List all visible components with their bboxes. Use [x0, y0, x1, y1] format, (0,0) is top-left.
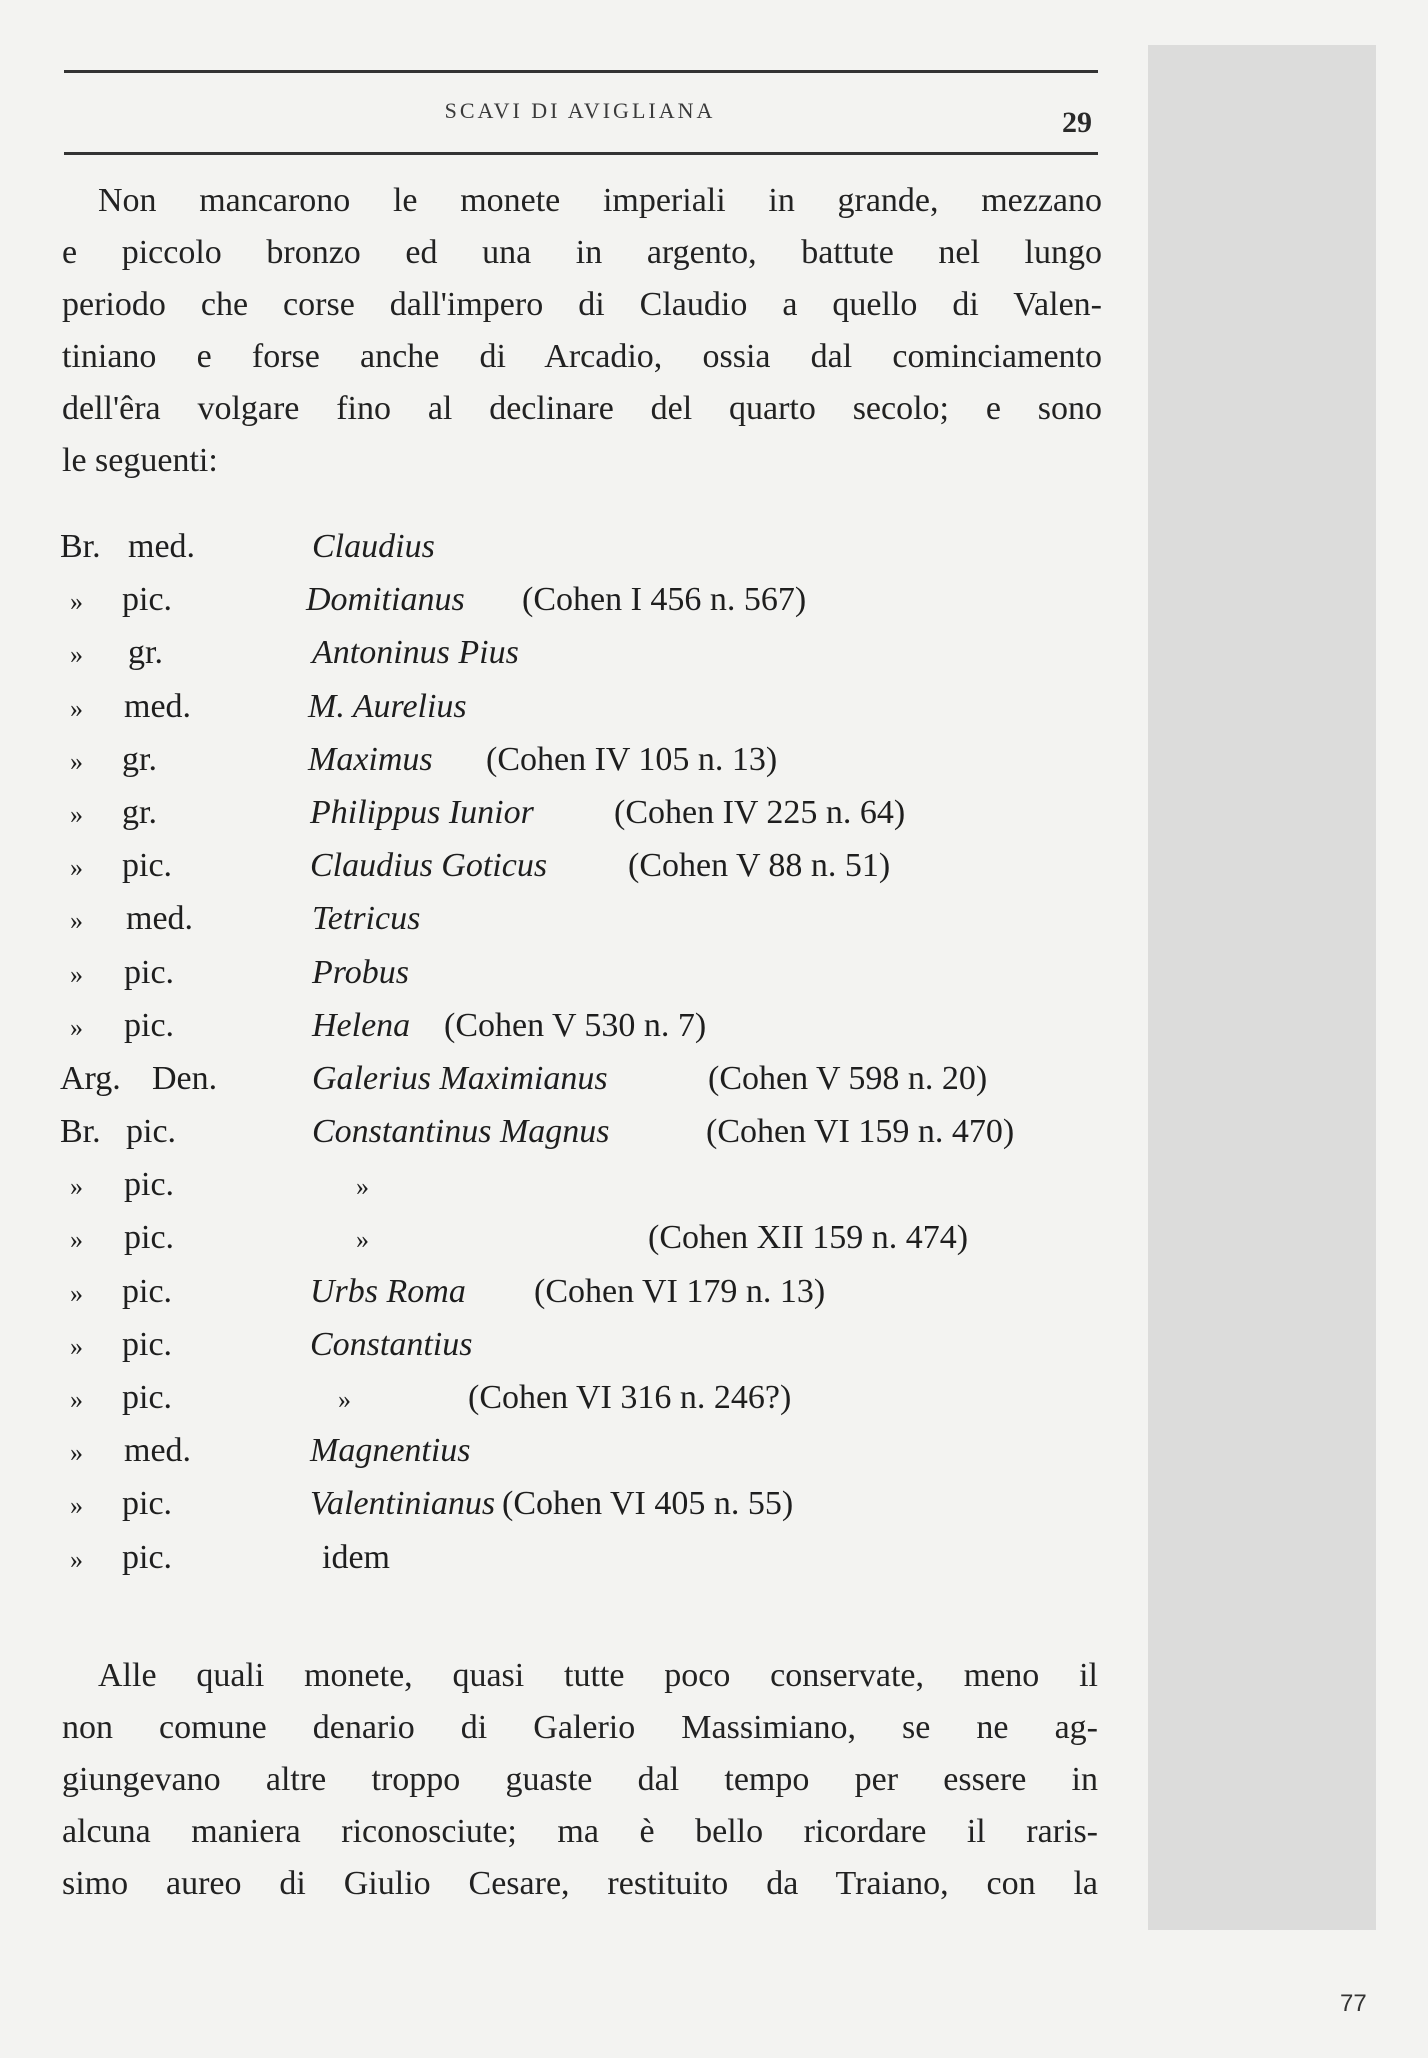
- coin-denomination: pic.: [122, 1272, 173, 1310]
- coin-row: [60, 1269, 1120, 1322]
- coin-row: [60, 1428, 1120, 1481]
- running-title: SCAVI DI AVIGLIANA: [444, 98, 716, 123]
- coin-denomination: gr.: [128, 634, 163, 672]
- coin-emperor: Philippus Iunior: [310, 793, 534, 831]
- coin-reference: (Cohen XII 159 n. 474): [648, 1219, 969, 1257]
- text-line: tiniano e forse anche di Arcadio, ossia dal cominciamento: [62, 338, 1102, 375]
- text-line: alcuna maniera riconosciute; ma è bello ricordare il raris-: [62, 1813, 1098, 1850]
- ditto-mark: »: [70, 799, 83, 829]
- coin-denomination: med.: [124, 687, 192, 725]
- coin-denomination: med.: [126, 900, 194, 938]
- coin-row: [60, 1481, 1120, 1534]
- ditto-mark: »: [70, 746, 83, 776]
- footer-page-number: 77: [1340, 1990, 1367, 2017]
- coin-row: [60, 1109, 1120, 1162]
- coin-denomination: pic.: [122, 1485, 173, 1523]
- text-line: periodo che corse dall'impero di Claudio a quello di Valen-: [62, 286, 1102, 323]
- page-margin-band: [1148, 45, 1376, 1930]
- ditto-mark: »: [70, 640, 83, 670]
- coin-row: [60, 684, 1120, 737]
- coin-reference: (Cohen IV 105 n. 13): [486, 740, 778, 778]
- coin-row: [60, 950, 1120, 1003]
- coin-emperor: Claudius: [312, 528, 435, 565]
- coin-denomination: pic.: [122, 1379, 173, 1416]
- coin-emperor: Magnentius: [310, 1432, 471, 1470]
- coin-reference: (Cohen V 598 n. 20): [708, 1059, 988, 1097]
- ditto-mark: »: [70, 959, 83, 989]
- ditto-mark: »: [70, 1544, 83, 1574]
- header-bottom-rule: [64, 152, 1098, 155]
- coin-row: [60, 1056, 1120, 1109]
- coin-emperor: Constantius: [310, 1325, 473, 1363]
- closing-paragraph: [62, 1650, 1098, 1910]
- coin-emperor: Probus: [312, 953, 409, 991]
- ditto-mark: »: [70, 1225, 83, 1255]
- coin-reference: (Cohen I 456 n. 567): [522, 581, 807, 619]
- intro-paragraph: [62, 175, 1102, 487]
- ditto-mark: »: [70, 1278, 83, 1308]
- coin-denomination: pic.: [126, 1113, 177, 1151]
- coin-denomination: med.: [124, 1432, 192, 1470]
- coin-row: [60, 1215, 1120, 1268]
- ditto-mark: »: [70, 906, 83, 936]
- coin-row: [60, 1535, 1120, 1588]
- ditto-mark: »: [70, 853, 83, 883]
- coin-denomination: pic.: [122, 1538, 173, 1576]
- coin-reference: (Cohen VI 179 n. 13): [534, 1272, 826, 1310]
- coin-row: [60, 896, 1120, 949]
- text-line: giungevano altre troppo guaste dal tempo per essere in: [62, 1761, 1098, 1798]
- text-line: dell'êra volgare fino al declinare del quarto secolo; e sono: [62, 390, 1102, 427]
- coin-reference: (Cohen VI 159 n. 470): [706, 1113, 1015, 1151]
- coin-emperor: Maximus: [308, 740, 433, 778]
- text-line: Alle quali monete, quasi tutte poco conservate, meno il: [98, 1657, 1098, 1694]
- coin-row: [60, 1375, 1120, 1428]
- coin-emperor: Galerius Maximianus: [312, 1059, 608, 1097]
- coin-emperor: Tetricus: [312, 900, 421, 938]
- ditto-mark: »: [70, 1172, 83, 1202]
- coin-metal: Arg.: [60, 1059, 121, 1097]
- text-line: le seguenti:: [62, 442, 218, 479]
- coin-reference: (Cohen VI 405 n. 55): [502, 1485, 794, 1523]
- coin-metal: Br.: [60, 528, 101, 565]
- coin-denomination: pic.: [122, 847, 173, 885]
- coin-emperor: Constantinus Magnus: [312, 1113, 610, 1151]
- coin-emperor: Valentinianus: [310, 1485, 496, 1523]
- ditto-mark: »: [70, 1331, 83, 1361]
- coin-denomination: gr.: [122, 793, 157, 831]
- coin-emperor: M. Aurelius: [308, 687, 467, 725]
- coin-emperor: Urbs Roma: [310, 1272, 466, 1310]
- coin-row: [60, 577, 1120, 630]
- coin-emperor: idem: [322, 1538, 390, 1576]
- coin-denomination: pic.: [124, 953, 175, 991]
- coin-row: [60, 843, 1120, 896]
- coin-denomination: gr.: [122, 740, 157, 778]
- coin-denomination: med.: [128, 528, 196, 565]
- ditto-mark: »: [356, 1225, 369, 1255]
- coin-list: [60, 524, 1120, 1588]
- ditto-mark: »: [338, 1385, 351, 1414]
- coin-row: [60, 1003, 1120, 1056]
- coin-row: [60, 1322, 1120, 1375]
- coin-denomination: pic.: [124, 1006, 175, 1044]
- coin-row: [60, 524, 1120, 577]
- coin-reference: (Cohen VI 316 n. 246?): [468, 1379, 792, 1416]
- text-line: Non mancarono le monete imperiali in grande, mezzano: [98, 182, 1102, 219]
- ditto-mark: »: [70, 1491, 83, 1521]
- coin-row: [60, 790, 1120, 843]
- coin-denomination: pic.: [124, 1219, 175, 1257]
- coin-emperor: Claudius Goticus: [310, 847, 548, 885]
- text-line: non comune denario di Galerio Massimiano, se ne ag-: [62, 1709, 1098, 1746]
- ditto-mark: »: [70, 1438, 83, 1468]
- coin-row: [60, 1162, 1120, 1215]
- header-top-rule: [64, 70, 1098, 73]
- coin-reference: (Cohen IV 225 n. 64): [614, 793, 906, 831]
- coin-reference: (Cohen V 530 n. 7): [444, 1006, 707, 1044]
- coin-denomination: pic.: [124, 1166, 175, 1204]
- coin-metal: Br.: [60, 1113, 101, 1151]
- ditto-mark: »: [70, 693, 83, 723]
- ditto-mark: »: [70, 1385, 83, 1414]
- coin-row: [60, 630, 1120, 683]
- ditto-mark: »: [70, 587, 83, 617]
- coin-denomination: Den.: [152, 1059, 218, 1097]
- coin-denomination: pic.: [122, 581, 173, 619]
- ditto-mark: »: [356, 1172, 369, 1202]
- coin-emperor: Antoninus Pius: [312, 634, 519, 672]
- coin-emperor: Domitianus: [306, 581, 465, 619]
- page-number: 29: [1062, 106, 1092, 139]
- coin-row: [60, 737, 1120, 790]
- coin-denomination: pic.: [122, 1325, 173, 1363]
- coin-emperor: Helena: [312, 1006, 411, 1044]
- coin-reference: (Cohen V 88 n. 51): [628, 847, 891, 885]
- ditto-mark: »: [70, 1012, 83, 1042]
- text-line: simo aureo di Giulio Cesare, restituito da Traiano, con la: [62, 1865, 1098, 1902]
- text-line: e piccolo bronzo ed una in argento, battute nel lungo: [62, 234, 1102, 271]
